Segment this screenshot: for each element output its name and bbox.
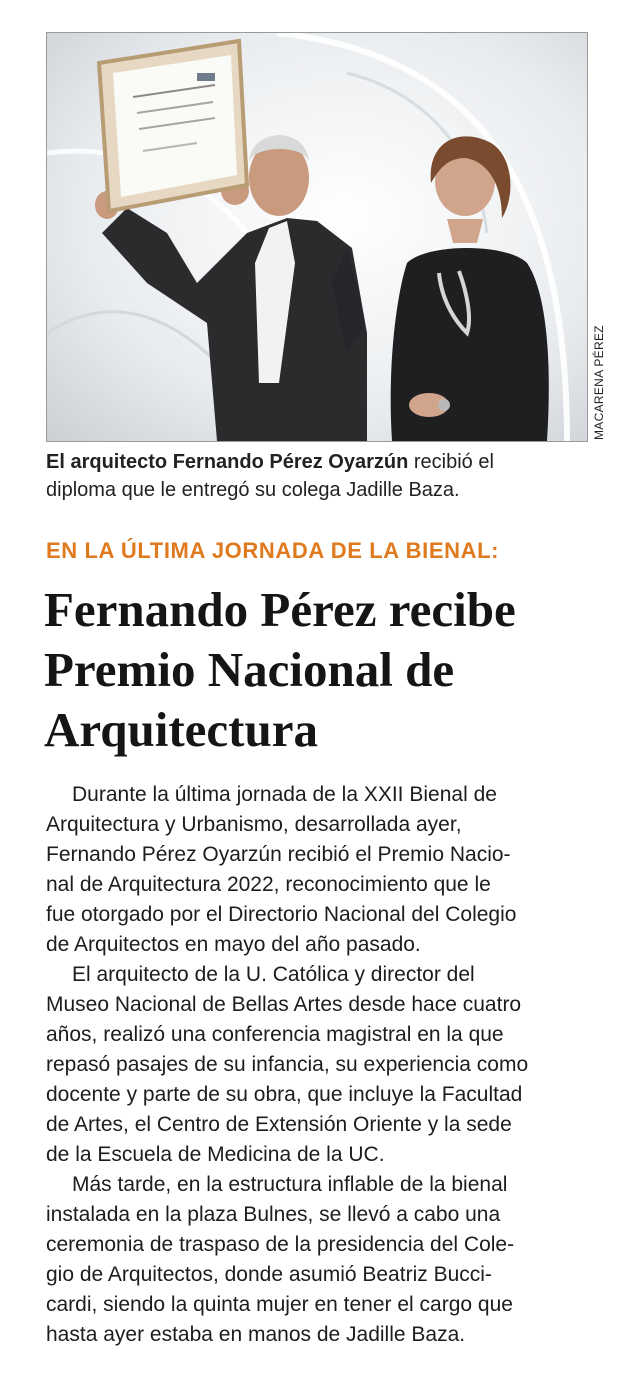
body-line: docente y parte de su obra, que incluye la Facultad — [46, 1083, 523, 1106]
caption-line-2: diploma que le entregó su colega Jadille Baza. — [46, 479, 460, 501]
body-line: nal de Arquitectura 2022, reconocimiento que le — [46, 873, 491, 896]
body-line: fue otorgado por el Directorio Nacional del Colegio — [46, 903, 517, 926]
body-line: Fernando Pérez Oyarzún recibió el Premio Nacio- — [46, 843, 511, 866]
body-line: de la Escuela de Medicina de la UC. — [46, 1143, 385, 1166]
body-line: El arquitecto de la U. Católica y director del — [72, 963, 475, 986]
caption-rest: recibió el — [408, 451, 494, 473]
paragraph-3 — [46, 1170, 606, 1350]
body-line: Museo Nacional de Bellas Artes desde hace cuatro — [46, 993, 522, 1016]
body-line: cardi, siendo la quinta mujer en tener el cargo que — [46, 1293, 513, 1316]
news-photo — [46, 32, 588, 442]
body-line: de Arquitectos en mayo del año pasado. — [46, 933, 421, 956]
headline-line-1: Fernando Pérez recibe — [44, 582, 516, 637]
photo-caption — [46, 448, 596, 504]
body-line: Más tarde, en la estructura inflable de la bienal — [72, 1173, 508, 1196]
caption-bold: El arquitecto Fernando Pérez Oyarzún — [46, 451, 409, 473]
body-line: instalada en la plaza Bulnes, se llevó a cabo una — [46, 1203, 501, 1226]
body-line: Arquitectura y Urbanismo, desarrollada ayer, — [46, 813, 462, 836]
framed-diploma-icon — [99, 41, 247, 211]
headline-line-3: Arquitectura — [44, 702, 318, 757]
body-line: ceremonia de traspaso de la presidencia del Cole- — [46, 1233, 515, 1256]
photo-scene — [47, 33, 587, 441]
headline-line-2: Premio Nacional de — [44, 642, 455, 697]
body-line: hasta ayer estaba en manos de Jadille Baza. — [46, 1323, 466, 1346]
paragraph-2 — [46, 960, 606, 1170]
body-line: gio de Arquitectos, donde asumió Beatriz Bucci- — [46, 1263, 492, 1286]
kicker: EN LA ÚLTIMA JORNADA DE LA BIENAL: — [46, 538, 500, 563]
headline — [44, 580, 614, 760]
article-body — [46, 780, 606, 1350]
body-line: años, realizó una conferencia magistral en la que — [46, 1023, 504, 1046]
paragraph-1 — [46, 780, 606, 960]
body-line: de Artes, el Centro de Extensión Oriente y la sede — [46, 1113, 512, 1136]
photo-credit: MACARENA PÉREZ — [592, 325, 606, 440]
body-line: Durante la última jornada de la XXII Bienal de — [72, 783, 497, 806]
body-line: repasó pasajes de su infancia, su experiencia como — [46, 1053, 529, 1076]
